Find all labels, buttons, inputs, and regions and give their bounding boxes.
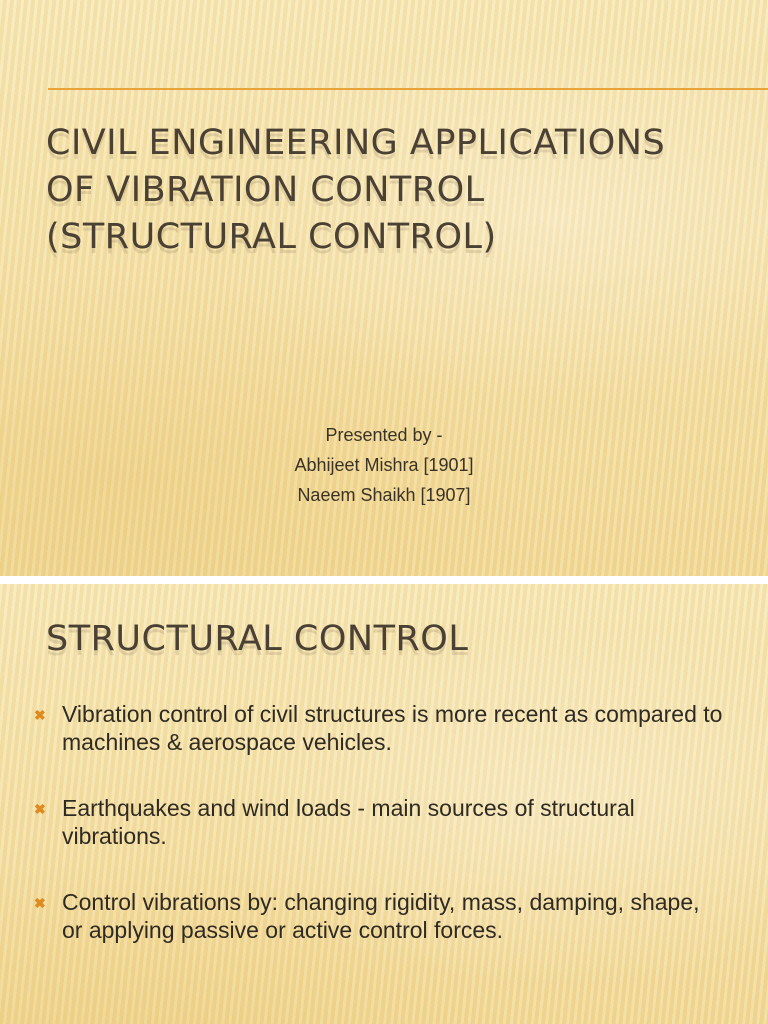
presented-by-label: Presented by - — [325, 425, 443, 445]
bullet-list — [34, 700, 724, 982]
slide-title: STRUCTURAL CONTROL — [46, 619, 469, 659]
bullet-x-icon: ✖ — [34, 707, 46, 723]
bullet-text: Control vibrations by: changing rigidity, mass, damping, shape, or applying passive or active control forces. — [62, 889, 700, 943]
title-line: CIVIL ENGINEERING APPLICATIONS — [46, 123, 666, 163]
bullet-text: Vibration control of civil structures is more recent as compared to machines & aerospace vehicles. — [62, 701, 723, 755]
bullet-item — [34, 794, 724, 850]
bullet-x-icon: ✖ — [34, 801, 46, 817]
presenters-block — [200, 420, 568, 510]
bullet-item — [34, 700, 724, 756]
bullet-item — [34, 888, 724, 944]
presenter-name: Abhijeet Mishra [1901] — [294, 455, 474, 475]
bullet-x-icon: ✖ — [34, 895, 46, 911]
presentation-title — [46, 120, 746, 261]
accent-rule — [48, 88, 768, 90]
title-line: (STRUCTURAL CONTROL) — [46, 217, 497, 257]
slide-separator — [0, 576, 768, 584]
bullet-text: Earthquakes and wind loads - main sources of structural vibrations. — [62, 795, 635, 849]
presenter-name: Naeem Shaikh [1907] — [297, 485, 471, 505]
title-line: OF VIBRATION CONTROL — [46, 170, 485, 210]
